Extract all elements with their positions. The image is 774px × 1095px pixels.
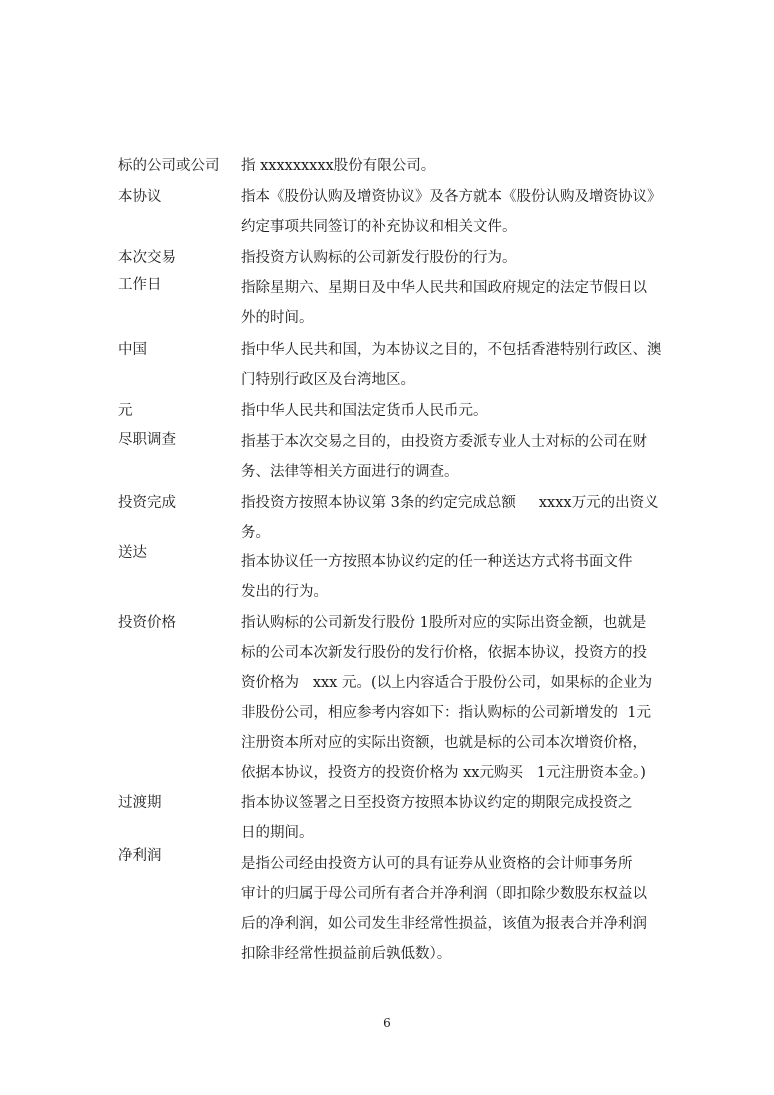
term-label: 本协议 — [118, 189, 162, 205]
term-definition — [241, 852, 691, 972]
term-label: 净利润 — [118, 848, 162, 864]
term-label: 本次交易 — [118, 250, 176, 266]
term-label: 工作日 — [118, 277, 162, 293]
definition-line: 指基于本次交易之目的，由投资方委派专业人士对标的公司在财 — [241, 434, 647, 450]
definition-line: 后的净利润，如公司发生非经常性损益，该值为报表合并净利润 — [241, 916, 647, 932]
term-label: 过渡期 — [118, 795, 162, 811]
definition-line: 约定事项共同签订的补充协议和相关文件。 — [241, 219, 517, 235]
definition-line: 指投资方按照本协议第 3条的约定完成总额 xxxx万元的出资义 — [241, 495, 659, 511]
definition-line: 标的公司本次新发行股份的发行价格，依据本协议，投资方的投 — [241, 645, 647, 661]
definition-line: 是指公司经由投资方认可的具有证券从业资格的会计师事务所 — [241, 856, 633, 872]
term-label: 标的公司或公司 — [118, 158, 220, 174]
term-definition — [241, 276, 691, 336]
definition-line: 指除星期六、星期日及中华人民共和国政府规定的法定节假日以 — [241, 280, 647, 296]
term-label: 元 — [118, 403, 133, 419]
definition-line: 指本《股份认购及增资协议》及各方就本《股份认购及增资协议》 — [241, 189, 662, 205]
definition-line: 指 xxxxxxxxx股份有限公司。 — [241, 158, 436, 174]
term-definition — [241, 399, 691, 429]
term-definition — [241, 338, 691, 398]
definition-line: 务、法律等相关方面进行的调查。 — [241, 464, 459, 480]
term-definition — [241, 246, 691, 276]
definition-line: 指本协议任一方按照本协议约定的任一种送达方式将书面文件 — [241, 554, 633, 570]
term-label: 尽职调查 — [118, 432, 176, 448]
term-definition — [241, 491, 691, 551]
definition-line: 外的时间。 — [241, 310, 314, 326]
definition-line: 指投资方认购标的公司新发行股份的行为。 — [241, 250, 517, 266]
term-definition — [241, 430, 691, 490]
definition-line: 指中华人民共和国，为本协议之目的，不包括香港特别行政区、澳 — [241, 342, 662, 358]
term-label: 投资价格 — [118, 615, 176, 631]
definition-line: 指本协议签署之日至投资方按照本协议约定的期限完成投资之 — [241, 795, 633, 811]
definition-line: 务。 — [241, 525, 270, 541]
term-label: 投资完成 — [118, 495, 176, 511]
term-definition — [241, 791, 691, 851]
definition-line: 资价格为 xxx 元。(以上内容适合于股份公司，如果标的企业为 — [241, 675, 653, 691]
term-definition — [241, 154, 691, 184]
term-definition — [241, 550, 691, 610]
definition-line: 指中华人民共和国法定货币人民币元。 — [241, 403, 488, 419]
definition-line: 门特别行政区及台湾地区。 — [241, 372, 415, 388]
term-label: 中国 — [118, 342, 147, 358]
term-label: 送达 — [118, 545, 147, 561]
term-definition — [241, 185, 691, 245]
definition-line: 依据本协议，投资方的投资价格为 xx元购买 1元注册资本金。) — [241, 765, 646, 781]
definition-line: 扣除非经常性损益前后孰低数）。 — [241, 946, 452, 962]
definition-line: 非股份公司，相应参考内容如下：指认购标的公司新增发的 1元 — [241, 705, 651, 721]
definition-line: 指认购标的公司新发行股份 1股所对应的实际出资金额，也就是 — [241, 615, 647, 631]
definition-line: 注册资本所对应的实际出资额，也就是标的公司本次增资价格， — [241, 735, 647, 751]
term-definition — [241, 611, 691, 791]
definition-line: 日的期间。 — [241, 825, 314, 841]
page-number: 6 — [383, 1016, 391, 1030]
definition-line: 审计的归属于母公司所有者合并净利润（即扣除少数股东权益以 — [241, 886, 647, 902]
definition-line: 发出的行为。 — [241, 584, 328, 600]
